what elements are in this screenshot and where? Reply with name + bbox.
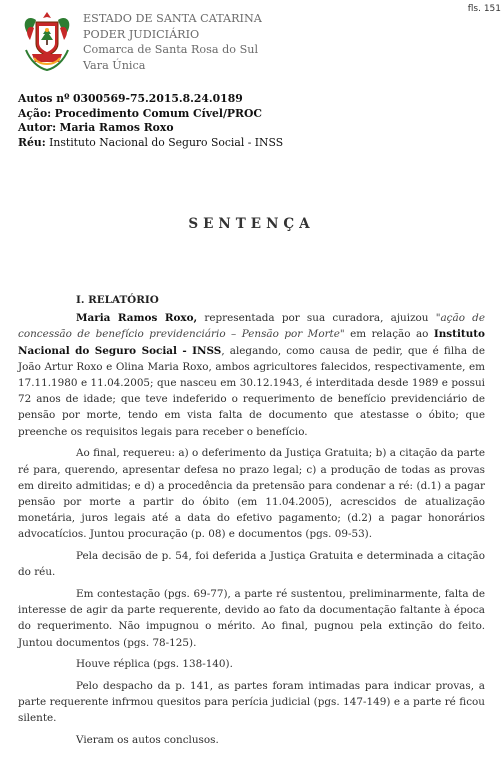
- case-info: [18, 92, 283, 150]
- document-body: [18, 292, 485, 754]
- paragraph-3: Pela decisão de p. 54, foi deferida a Justiça Gratuita e determinada a citação do réu.: [18, 550, 485, 579]
- paragraph-7: Vieram os autos conclusos.: [76, 734, 219, 747]
- document-title: SENTENÇA: [188, 216, 315, 232]
- folio-number: fls. 151: [467, 4, 501, 14]
- paragraph-5: Houve réplica (pgs. 138-140).: [76, 658, 233, 671]
- coat-of-arms-icon: [20, 10, 74, 72]
- case-acao: Ação: Procedimento Comum Cível/PROC: [18, 106, 262, 120]
- court-header: [83, 11, 262, 73]
- paragraph-1: Maria Ramos Roxo, representada por sua curadora, ajuizou "ação de concessão de benefício previdenciário – Pensão por Morte" em relação ao Instituto Nacional do Seguro Social - INSS, alegando, como causa de pedir, que é filha de João Artur Roxo e Olina Maria Roxo, ambos agricultores falecidos, respectivamente, em 17.11.1980 e 11.04.2005; que nasceu em 30.12.1943, é interditada desde 1989 e possui 72 anos de idade; que teve indeferido o requerimento de benefício previdenciário de pensão por morte, tendo em vista falta de documento que atestasse o óbito; que preenche os requisitos legais para receber o benefício.: [18, 312, 485, 438]
- case-autor: Autor: Maria Ramos Roxo: [18, 121, 174, 135]
- header-court: Vara Única: [83, 58, 146, 72]
- paragraph-6: Pelo despacho da p. 141, as partes foram intimadas para indicar provas, a parte requerente infrmou quesitos para perícia judicial (pgs. 147-149) e a parte ré ficou silente.: [18, 679, 485, 725]
- case-autos: Autos nº 0300569-75.2015.8.24.0189: [18, 92, 243, 105]
- header-branch: PODER JUDICIÁRIO: [83, 27, 200, 41]
- paragraph-4: Em contestação (pgs. 69-77), a parte ré sustentou, preliminarmente, falta de interesse de agir da parte requerente, devido ao fato da documentação faltante à época do requerimento. Não impugnou o mérito. Ao final, pugnou pela extinção do feito. Juntou documentos (pgs. 78-125).: [18, 587, 485, 649]
- section-heading: I. RELATÓRIO: [76, 294, 159, 306]
- header-state: ESTADO DE SANTA CATARINA: [83, 12, 262, 25]
- paragraph-2: Ao final, requereu: a) o deferimento da Justiça Gratuita; b) a citação da parte ré para, querendo, apresentar defesa no prazo legal; c) a produção de todas as provas em direito admitidas; e d) a procedência da pretensão para condenar a ré: (d.1) a pagar pensão por morte a partir do óbito (em 11.04.2005), acrescidos de atualização monetária, juros legais até a data do efetivo pagamento; (d.2) a pagar honorários advocatícios. Juntou procuração (p. 08) e documentos (pgs. 09-53).: [18, 447, 485, 541]
- case-reu: Réu: Instituto Nacional do Seguro Social - INSS: [18, 135, 284, 149]
- header-district: Comarca de Santa Rosa do Sul: [83, 43, 259, 57]
